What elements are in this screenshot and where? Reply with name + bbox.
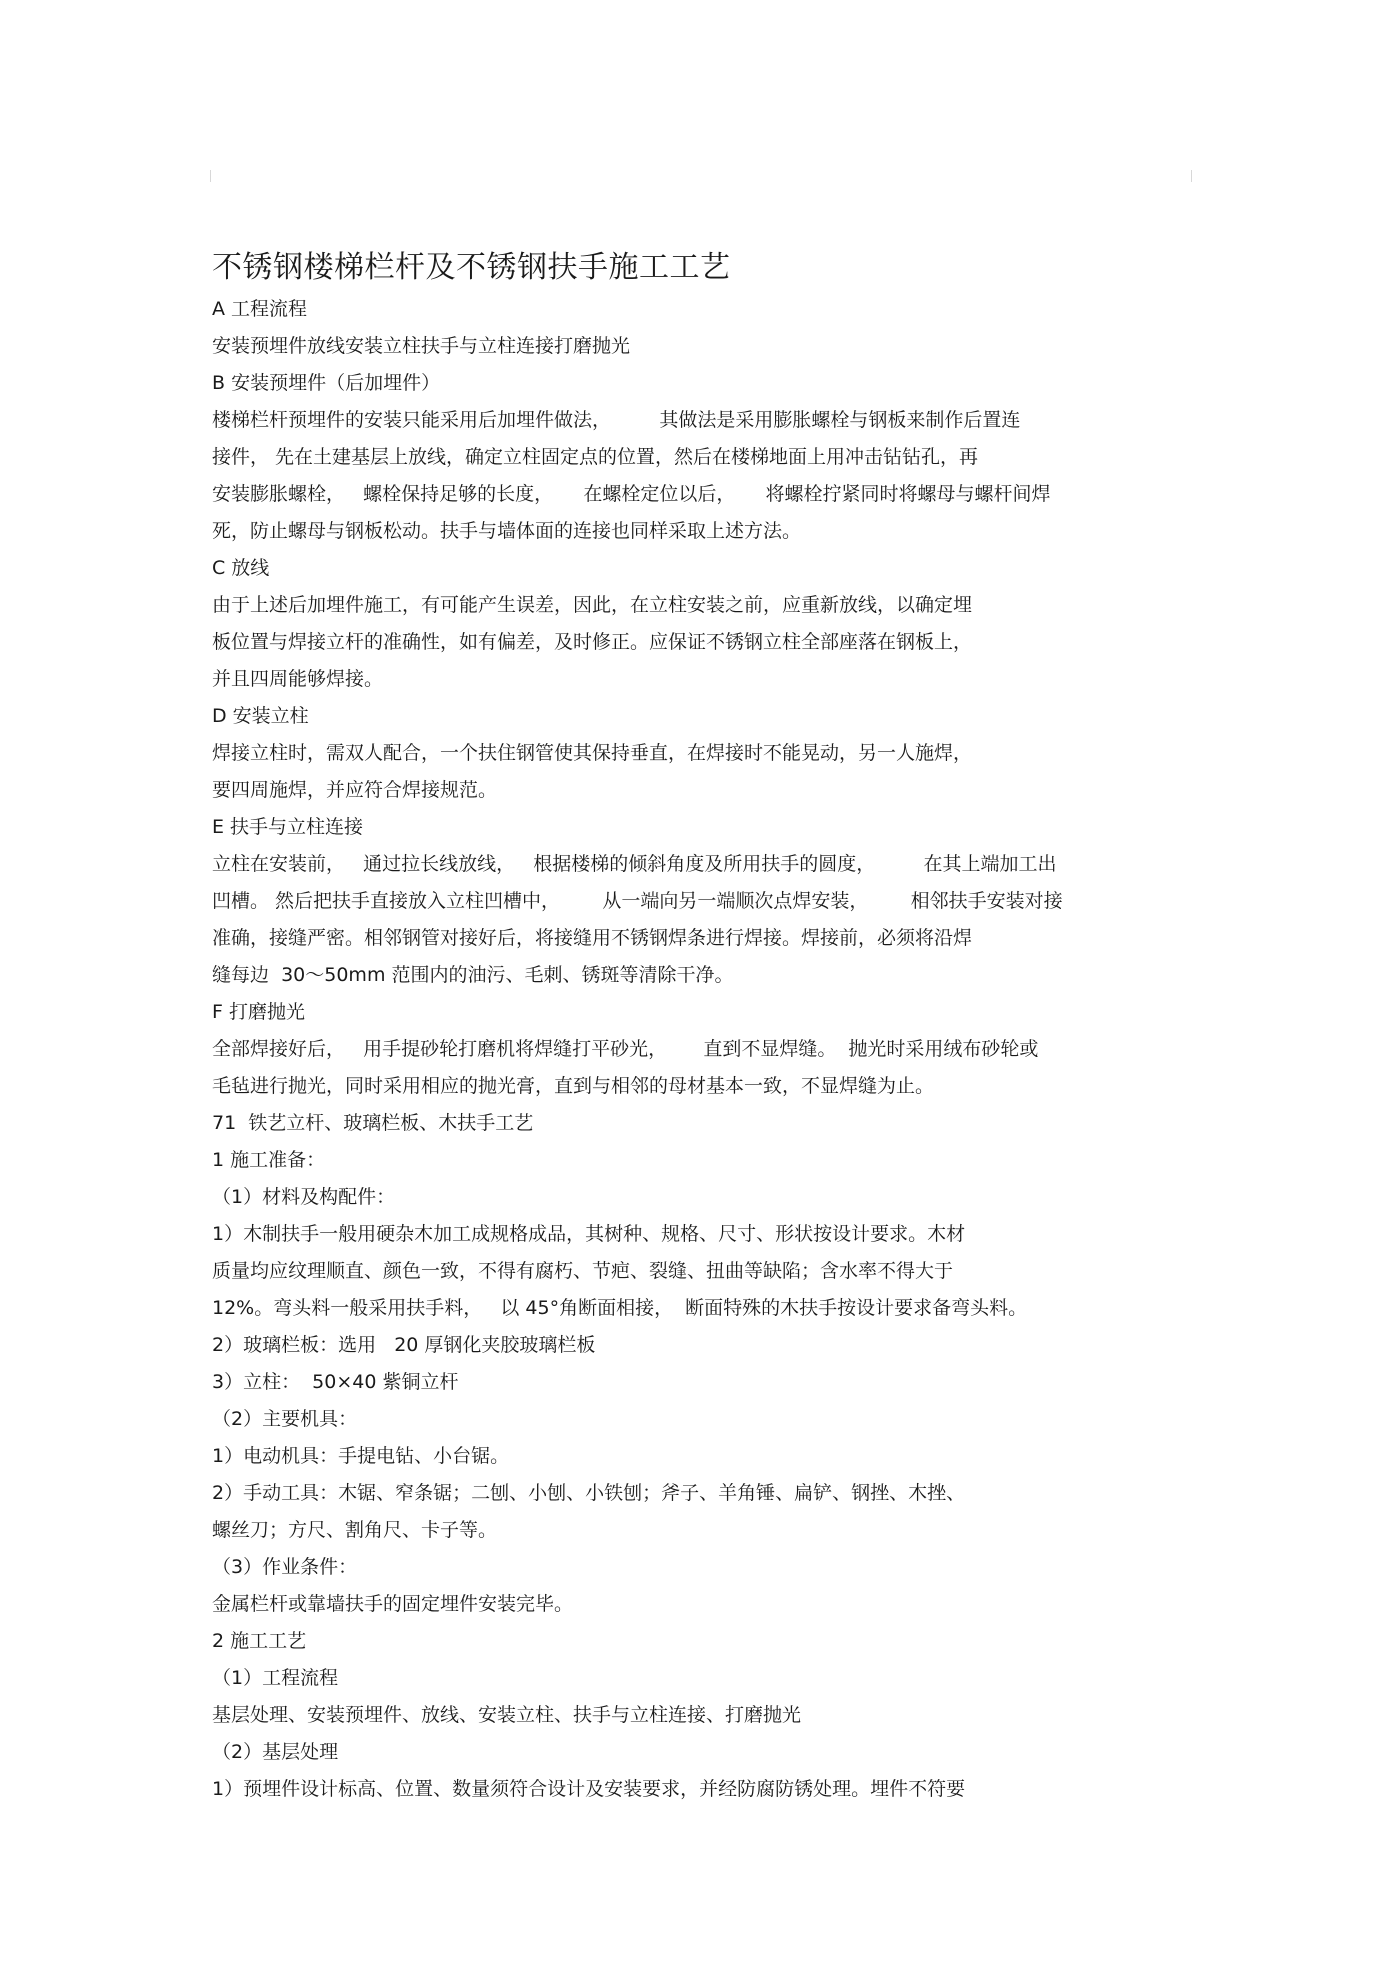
section-heading: C 放线 (212, 557, 270, 579)
body-line: 凹槽。 然后把扶手直接放入立柱凹槽中， 从一端向另一端顺次点焊安装， 相邻扶手安装对接 (212, 890, 1063, 912)
body-line: 接件， 先在土建基层上放线，确定立柱固定点的位置，然后在楼梯地面上用冲击钻钻孔，再 (212, 446, 979, 468)
body-line: 安装预埋件放线安装立柱扶手与立柱连接打磨抛光 (212, 335, 631, 357)
section-heading: 2 施工工艺 (212, 1630, 307, 1652)
body-line: 由于上述后加埋件施工，有可能产生误差，因此，在立柱安装之前，应重新放线，以确定埋 (212, 594, 973, 616)
page-corner-mark-right (1191, 170, 1192, 182)
body-line: 2）手动工具：木锯、窄条锯；二刨、小刨、小铁刨；斧子、羊角锤、扁铲、钢挫、木挫、 (212, 1482, 966, 1504)
body-line: 准确，接缝严密。相邻钢管对接好后，将接缝用不锈钢焊条进行焊接。焊接前，必须将沿焊 (212, 927, 973, 949)
document-title: 不锈钢楼梯栏杆及不锈钢扶手施工工艺 (212, 250, 731, 286)
subsection-heading: （1）材料及构配件： (212, 1186, 396, 1208)
body-line: 楼梯栏杆预埋件的安装只能采用后加埋件做法， 其做法是采用膨胀螺栓与钢板来制作后置连 (212, 409, 1021, 431)
body-line: 金属栏杆或靠墙扶手的固定埋件安装完毕。 (212, 1593, 574, 1615)
section-heading: F 打磨抛光 (212, 1001, 305, 1023)
body-line: 1）电动机具：手提电钻、小台锯。 (212, 1445, 510, 1467)
body-line: 3）立柱： 50×40 紫铜立杆 (212, 1371, 459, 1393)
section-heading: 1 施工准备： (212, 1149, 326, 1171)
body-line: 死，防止螺母与钢板松动。扶手与墙体面的连接也同样采取上述方法。 (212, 520, 802, 542)
document-body (212, 291, 1192, 1808)
body-line: 要四周施焊，并应符合焊接规范。 (212, 779, 498, 801)
body-line: 螺丝刀；方尺、割角尺、卡子等。 (212, 1519, 498, 1541)
subsection-heading: （2）主要机具： (212, 1408, 358, 1430)
subsection-heading: （3）作业条件： (212, 1556, 358, 1578)
section-heading: 71 铁艺立杆、玻璃栏板、木扶手工艺 (212, 1112, 534, 1134)
section-heading: D 安装立柱 (212, 705, 309, 727)
body-line: 板位置与焊接立杆的准确性，如有偏差，及时修正。应保证不锈钢立柱全部座落在钢板上， (212, 631, 973, 653)
subsection-heading: （1）工程流程 (212, 1667, 339, 1689)
body-line: 缝每边 30～50mm 范围内的油污、毛刺、锈斑等清除干净。 (212, 964, 734, 986)
body-line: 全部焊接好后， 用手提砂轮打磨机将焊缝打平砂光， 直到不显焊缝。 抛光时采用绒布砂轮或 (212, 1038, 1039, 1060)
body-line: 毛毡进行抛光，同时采用相应的抛光膏，直到与相邻的母材基本一致，不显焊缝为止。 (212, 1075, 935, 1097)
page-corner-mark-left (210, 170, 211, 182)
body-line: 焊接立柱时，需双人配合，一个扶住钢管使其保持垂直，在焊接时不能晃动，另一人施焊， (212, 742, 973, 764)
body-line: 并且四周能够焊接。 (212, 668, 384, 690)
body-line: 立柱在安装前， 通过拉长线放线， 根据楼梯的倾斜角度及所用扶手的圆度， 在其上端加工出 (212, 853, 1057, 875)
section-heading: A 工程流程 (212, 298, 308, 320)
body-line: 基层处理、安装预埋件、放线、安装立柱、扶手与立柱连接、打磨抛光 (212, 1704, 802, 1726)
body-line: 安装膨胀螺栓， 螺栓保持足够的长度， 在螺栓定位以后， 将螺栓拧紧同时将螺母与螺杆间焊 (212, 483, 1051, 505)
body-line: 质量均应纹理顺直、颜色一致，不得有腐朽、节疤、裂缝、扭曲等缺陷；含水率不得大于 (212, 1260, 954, 1282)
subsection-heading: （2）基层处理 (212, 1741, 339, 1763)
section-heading: E 扶手与立柱连接 (212, 816, 364, 838)
body-line: 1）预埋件设计标高、位置、数量须符合设计及安装要求，并经防腐防锈处理。埋件不符要 (212, 1778, 966, 1800)
body-line: 1）木制扶手一般用硬杂木加工成规格成品，其树种、规格、尺寸、形状按设计要求。木材 (212, 1223, 966, 1245)
body-line: 12%。弯头料一般采用扶手料， 以 45°角断面相接， 断面特殊的木扶手按设计要求备弯头料。 (212, 1297, 1028, 1319)
section-heading: B 安装预埋件（后加埋件） (212, 372, 441, 394)
body-line: 2）玻璃栏板：选用 20 厚钢化夹胶玻璃栏板 (212, 1334, 596, 1356)
